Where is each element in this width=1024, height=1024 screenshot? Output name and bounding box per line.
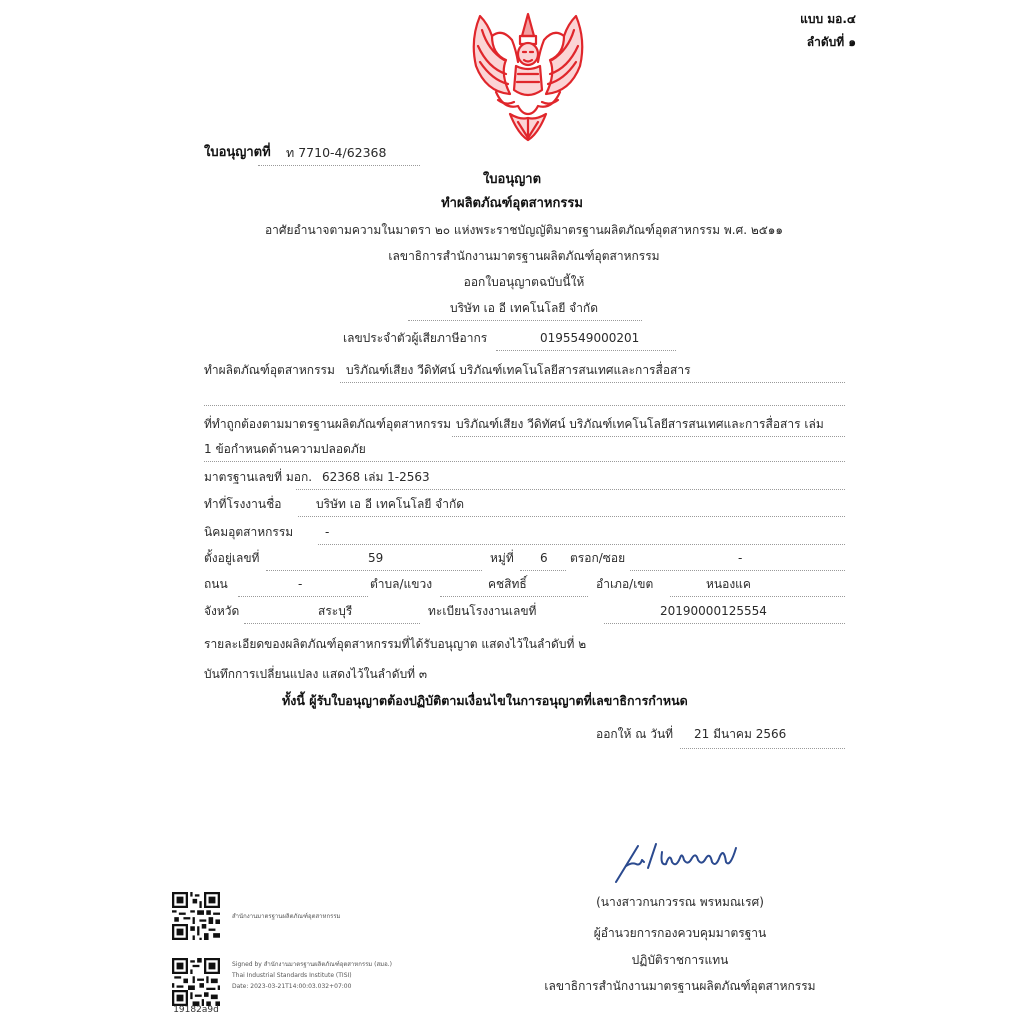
license-number-label: ใบอนุญาตที่ <box>204 145 271 160</box>
product-value: บริภัณฑ์เสียง วีดิทัศน์ บริภัณฑ์เทคโนโลยีสารสนเทศและการสื่อสาร <box>346 363 691 377</box>
license-number-line <box>258 165 420 166</box>
tis-number-label: มาตรฐานเลขที่ มอก. <box>204 470 313 484</box>
subdistrict-line <box>440 596 588 597</box>
standard-value-line1-dots <box>452 436 845 437</box>
soi-value: - <box>738 551 743 565</box>
qr-verification-code: 19182a9d <box>173 1005 219 1015</box>
factory-name-line <box>298 516 845 517</box>
province-line <box>244 623 420 624</box>
form-code: แบบ มอ.๔ <box>800 12 856 26</box>
digital-signer-institute: Thai Industrial Standards Institute (TISI) <box>232 972 352 979</box>
issuer-title: เลขาธิการสำนักงานมาตรฐานผลิตภัณฑ์อุตสาหกรรม <box>388 249 660 263</box>
moo-label: หมู่ที่ <box>490 551 514 565</box>
tis-number-value: 62368 เล่ม 1-2563 <box>322 470 430 484</box>
factory-name-label: ทำที่โรงงานชื่อ <box>204 497 282 511</box>
garuda-emblem-icon <box>466 10 590 142</box>
document-subtitle: ทำผลิตภัณฑ์อุตสาหกรรม <box>441 196 583 211</box>
district-label: อำเภอ/เขต <box>596 577 654 591</box>
sequence-number: ลำดับที่ ๑ <box>806 35 856 49</box>
signatory-office: เลขาธิการสำนักงานมาตรฐานผลิตภัณฑ์อุตสาหกรรม <box>544 979 816 993</box>
district-line <box>670 596 845 597</box>
tis-number-line <box>296 489 845 490</box>
subdistrict-label: ตำบล/แขวง <box>370 577 433 591</box>
license-number-value: ท 7710-4/62368 <box>286 145 387 160</box>
qr-code-verification-icon[interactable] <box>172 958 220 1006</box>
legal-basis: อาศัยอำนาจตามความในมาตรา ๒๐ แห่งพระราชบัญญัติมาตรฐานผลิตภัณฑ์อุตสาหกรรม พ.ศ. ๒๕๑๑ <box>264 223 784 237</box>
digital-signed-by: Signed by สำนักงานมาตรฐานผลิตภัณฑ์อุตสาหกรรม (สมอ.) <box>232 961 392 968</box>
factory-name-value: บริษัท เอ อี เทคโนโลยี จำกัด <box>316 497 465 511</box>
document-title: ใบอนุญาต <box>482 172 542 187</box>
soi-line <box>630 570 845 571</box>
province-label: จังหวัด <box>204 604 240 618</box>
issue-date-line <box>680 748 845 749</box>
district-value: หนองแค <box>706 577 751 591</box>
issue-date-label: ออกให้ ณ วันที่ <box>596 727 674 741</box>
province-value: สระบุรี <box>318 604 353 618</box>
road-line <box>238 596 368 597</box>
tax-id-line <box>496 350 676 351</box>
change-record-note: บันทึกการเปลี่ยนแปลง แสดงไว้ในลำดับที่ ๓ <box>204 667 428 681</box>
issue-to-text: ออกใบอนุญาตฉบับนี้ให้ <box>463 275 585 289</box>
product-details-note: รายละเอียดของผลิตภัณฑ์อุตสาหกรรมที่ได้รับอนุญาต แสดงไว้ในลำดับที่ ๒ <box>204 637 587 651</box>
signatory-position: ผู้อำนวยการกองควบคุมมาตรฐาน <box>593 926 767 940</box>
issue-date-value: 21 มีนาคม 2566 <box>694 727 787 741</box>
product-line <box>340 382 845 383</box>
tax-id-value: 0195549000201 <box>540 331 640 345</box>
road-value: - <box>298 577 303 591</box>
standard-value-line2: 1 ข้อกำหนดด้านความปลอดภัย <box>204 442 366 456</box>
address-no-label: ตั้งอยู่เลขที่ <box>204 551 260 565</box>
registration-label: ทะเบียนโรงงานเลขที่ <box>428 604 537 618</box>
company-line <box>408 320 642 321</box>
moo-value: 6 <box>540 551 548 565</box>
standard-label: ที่ทำถูกต้องตามมาตรฐานผลิตภัณฑ์อุตสาหกรรม <box>204 417 452 431</box>
registration-line <box>604 623 845 624</box>
digital-signature-date: Date: 2023-03-21T14:00:03.032+07:00 <box>232 983 352 990</box>
moo-line <box>520 570 566 571</box>
address-no-line <box>266 570 482 571</box>
licensee-company: บริษัท เอ อี เทคโนโลยี จำกัด <box>449 301 598 315</box>
subdistrict-value: คชสิทธิ์ <box>488 577 527 591</box>
standard-value-line1: บริภัณฑ์เสียง วีดิทัศน์ บริภัณฑ์เทคโนโลยีสารสนเทศและการสื่อสาร เล่ม <box>456 417 824 431</box>
estate-value: - <box>325 525 330 539</box>
qr-code-icon[interactable] <box>172 892 220 940</box>
signature-image <box>612 838 752 886</box>
tax-id-label: เลขประจำตัวผู้เสียภาษีอากร <box>343 331 488 345</box>
soi-label: ตรอก/ซอย <box>570 551 626 565</box>
signatory-name: (นางสาวกนกวรรณ พรหมณเรศ) <box>596 895 764 909</box>
product-label: ทำผลิตภัณฑ์อุตสาหกรรม <box>204 363 335 377</box>
address-no-value: 59 <box>368 551 384 565</box>
standard-value-line2-dots <box>204 461 845 462</box>
registration-value: 20190000125554 <box>660 604 767 618</box>
license-condition: ทั้งนี้ ผู้รับใบอนุญาตต้องปฏิบัติตามเงื่อนไขในการอนุญาตที่เลขาธิการกำหนด <box>282 693 688 708</box>
estate-label: นิคมอุตสาหกรรม <box>204 525 294 539</box>
signatory-acting: ปฏิบัติราชการแทน <box>631 953 729 967</box>
qr1-caption: สำนักงานมาตรฐานผลิตภัณฑ์อุตสาหกรรม <box>232 913 341 920</box>
road-label: ถนน <box>204 577 228 591</box>
section-separator <box>204 405 845 406</box>
estate-line <box>318 544 845 545</box>
